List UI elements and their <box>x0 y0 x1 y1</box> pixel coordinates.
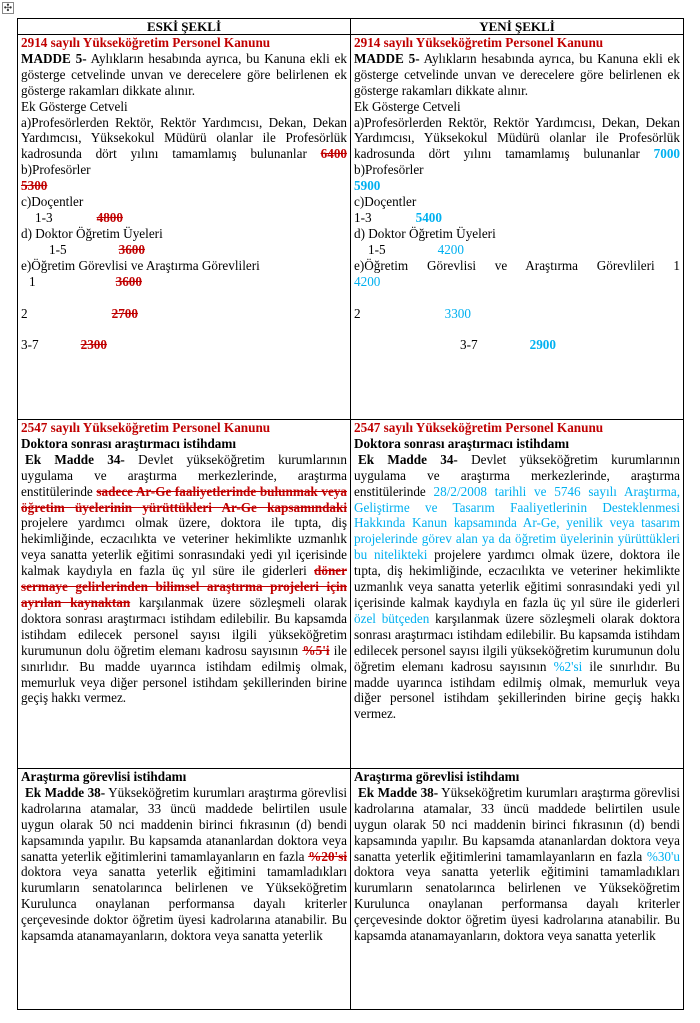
item-d: d) Doktor Öğretim Üyeleri <box>354 225 496 241</box>
item-c: c)Doçentler <box>354 194 417 210</box>
section-title: Doktora sonrası araştırmacı istihdamı <box>21 435 237 451</box>
old-cell-ekmadde34 <box>18 420 351 769</box>
deleted-percent: %5'i <box>302 642 330 658</box>
inserted-percent: %2'si <box>553 658 583 674</box>
header-new: YENİ ŞEKLİ <box>351 19 684 35</box>
item-a: a)Profesörlerden Rektör, Rektör Yardımcısı, Dekan, Dekan Yardımcısı, Yüksekokul Müdürü olanlar ile Profesörlük kadrosunda dört yılını tamamlamış bulunanlar 6400 <box>21 114 347 162</box>
value-b: 5900 <box>354 178 381 194</box>
section-title: Doktora sonrası araştırmacı istihdamı <box>354 435 570 451</box>
item-d-values: 1-5 3600 <box>49 241 145 257</box>
ekmadde38-paragraph: Ek Madde 38- Yükseköğretim kurumları araştırma görevlisi kadrolarına atamalar, 33 üncü maddede belirtilen usule uygun olarak 50 nci maddenin birinci fıkrasının (d) bendi kapsamında yapılır. Bu kapsamda atananlardan doktora veya sanatta yeterlik eğitimlerini tamamlayanların en fazla %30'u doktora veya sanatta yeterlik eğitimini tamamladıkları kurumların senatolarınca belirlenen ve Yükseköğretim Kurulunca onaylanan performansa dayalı kriterler çerçevesinde doktor öğretim üyesi kadrolarına atanabilir. Bu kapsamda atanamayanların, doktora veya sanatta yeterlik <box>354 784 680 944</box>
cetvel-title: Ek Gösterge Cetveli <box>354 98 461 114</box>
madde-paragraph: MADDE 5- Aylıkların hesabında ayrıca, bu Kanuna ekli ek gösterge cetvelinde unvan ve derecelere göre belirlenen ek gösterge rakamları dikkate alınır. <box>354 50 680 98</box>
item-b: b)Profesörler <box>21 162 91 178</box>
law-title: 2547 sayılı Yükseköğretim Personel Kanunu <box>354 420 604 435</box>
item-e3-values: 3-7 2300 <box>21 337 107 353</box>
law-title: 2547 sayılı Yükseköğretim Personel Kanunu <box>21 420 271 435</box>
item-b: b)Profesörler <box>354 162 424 178</box>
deleted-text: sadece Ar-Ge faaliyetlerinde bulunmak veya öğretim üyelerinin yürüttükleri Ar-Ge kapsamındaki <box>21 483 347 515</box>
table-move-handle-icon[interactable]: ✣ <box>3 3 13 14</box>
comparison-table <box>17 18 684 1010</box>
new-cell-ekmadde34 <box>351 420 684 769</box>
ekmadde34-paragraph: Ek Madde 34- Devlet yükseköğretim kurumlarının uygulama ve araştırma merkezlerinde, araştırma enstitülerinde sadece Ar-Ge faaliyetlerinde bulunmak veya öğretim üyelerinin yürüttükleri Ar-Ge kapsamındaki projelere yardımcı olmak üzere, doktora ile tıpta, diş hekimliğinde, eczacılıkta ve veteriner hekimlikte uzmanlık veya sanatta yeterlik eğitimi sonrasındaki yedi yıl içerisinde kalmak kaydıyla en fazla üç yıl süre ile giderleri döner sermaye gelirlerinden bilimsel araştırma projeleri için ayrılan kaynaktan karşılanmak üzere sözleşmeli olarak doktora sonrası araştırmacı istihdam edilebilir. Bu kapsamda istihdam edilecek personel sayısı ilgili yükseköğretim kurumunun dolu öğretim elemanı kadrosu sayısının %5'i ile sınırlıdır. Bu madde uyarınca istihdam edilmiş olmak, memurluk veya diğer personel istihdam şekillerinden birine geçiş hakkı vermez. <box>21 451 347 706</box>
inserted-percent: %30'u <box>646 848 680 864</box>
deleted-percent: %20'si <box>308 848 347 864</box>
value-b: 5300 <box>21 178 48 194</box>
item-c: c)Doçentler <box>21 194 84 210</box>
inserted-text: özel bütçeden <box>354 610 430 626</box>
ekmadde34-paragraph: Ek Madde 34- Devlet yükseköğretim kurumlarının uygulama ve araştırma merkezlerinde, araştırma enstitülerinde 28/2/2008 tarihli ve 5746 sayılı Araştırma, Geliştirme ve Tasarım Faaliyetlerinin Desteklenmesi Hakkında Kanun kapsamında Ar-Ge, yenilik veya tasarım projelerinde görev alan ya da öğretim üyelerinin yürüttükleri bu nitelikteki projelere yardımcı olmak üzere, doktora ile tıpta, diş hekimliğinde, eczacılıkta ve veteriner hekimlikte uzmanlık veya sanatta yeterlik eğitimi sonrasındaki yedi yıl içerisinde kalmak kaydıyla en fazla üç yıl süre ile giderleri özel bütçeden karşılanmak üzere sözleşmeli olarak doktora sonrası araştırmacı istihdam edilebilir. Bu kapsamda istihdam edilecek personel sayısı ilgili yükseköğretim kurumunun dolu öğretim elemanı kadrosu sayısının %2'si ile sınırlıdır. Bu madde uyarınca istihdam edilmiş olmak, memurluk veya diğer personel istihdam şekillerinden birine geçiş hakkı vermez. <box>354 451 681 722</box>
item-c-values: 1-3 4800 <box>35 209 123 225</box>
law-title: 2914 sayılı Yükseköğretim Personel Kanunu <box>21 35 271 50</box>
table-row <box>18 420 684 769</box>
ekmadde38-paragraph: Ek Madde 38- Yükseköğretim kurumları araştırma görevlisi kadrolarına atamalar, 33 üncü maddede belirtilen usule uygun olarak 50 nci maddenin birinci fıkrasının (d) bendi kapsamında yapılır. Bu kapsamda atananlardan doktora veya sanatta yeterlik eğitimlerini tamamlayanların en fazla %20'si doktora veya sanatta yeterlik eğitimini tamamladıkları kurumların senatolarınca belirlenen ve Yükseköğretim Kurulunca onaylanan performansa dayalı kriterler çerçevesinde doktor öğretim üyesi kadrolarına atanabilir. Bu kapsamda atanamayanların, doktora veya sanatta yeterlik <box>21 784 347 944</box>
table-row <box>18 769 684 1010</box>
item-e2-values: 2 2700 <box>21 305 138 321</box>
cetvel-title: Ek Gösterge Cetveli <box>21 98 128 114</box>
item-e: e)Öğretim Görevlisi ve Araştırma Görevlileri <box>21 257 260 273</box>
deleted-text: döner sermaye gelirlerinden bilimsel araştırma projeleri için ayrılan kaynaktan <box>21 563 347 610</box>
item-e2-values: 2 3300 <box>354 305 471 321</box>
section-title: Araştırma görevlisi istihdamı <box>21 769 187 784</box>
header-old: ESKİ ŞEKLİ <box>18 19 351 35</box>
item-d-values: 1-5 4200 <box>368 241 464 257</box>
item-e1-values: 1 3600 <box>29 273 142 289</box>
item-e1-value: 4200 <box>354 273 381 289</box>
item-d: d) Doktor Öğretim Üyeleri <box>21 225 163 241</box>
item-c-values: 1-3 5400 <box>354 209 442 225</box>
table-row <box>18 35 684 420</box>
law-title: 2914 sayılı Yükseköğretim Personel Kanunu <box>354 35 604 50</box>
item-a: a)Profesörlerden Rektör, Rektör Yardımcısı, Dekan, Dekan Yardımcısı, Yüksekokul Müdürü olanlar ile Profesörlük kadrosunda dört yılını tamamlamış bulunanlar 7000 <box>354 114 680 162</box>
item-e3-values: 3-7 2900 <box>460 337 556 353</box>
new-cell-ekmadde38 <box>351 769 684 1010</box>
old-cell-ekmadde38 <box>18 769 351 1010</box>
section-title: Araştırma görevlisi istihdamı <box>354 769 520 784</box>
inserted-text: 28/2/2008 tarihli ve 5746 sayılı Araştırma, Geliştirme ve Tasarım Faaliyetlerinin Desteklenmesi Hakkında Kanun kapsamında Ar-Ge, yenilik veya tasarım projelerinde görev alan ya da öğretim üyelerinin yürüttükleri bu nitelikteki <box>354 483 681 563</box>
madde-paragraph: MADDE 5- Aylıkların hesabında ayrıca, bu Kanuna ekli ek gösterge cetvelinde unvan ve derecelere göre belirlenen ek gösterge rakamları dikkate alınır. <box>21 50 347 98</box>
item-e: e)Öğretim Görevlisi ve Araştırma Görevlileri 1 <box>354 257 680 273</box>
old-cell-madde5 <box>18 35 351 420</box>
new-cell-madde5 <box>351 35 684 420</box>
